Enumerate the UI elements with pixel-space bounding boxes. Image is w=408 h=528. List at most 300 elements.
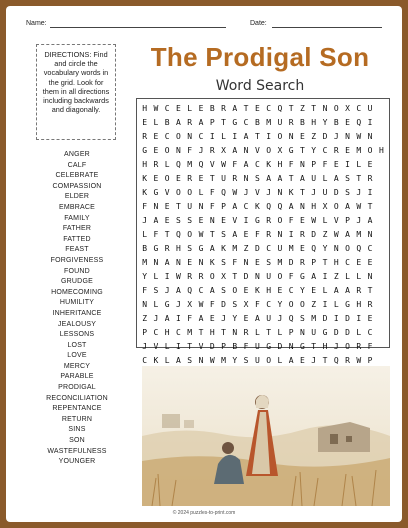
grid-letter: E [142,118,148,127]
grid-letter: T [243,104,249,113]
grid-letter [376,340,387,354]
grid-letter: I [232,132,238,141]
grid-letter: N [243,258,249,267]
grid-letter: T [164,230,170,239]
grid-letter: H [356,300,362,309]
grid-letter: K [254,286,260,295]
word-list-item: REPENTANCE [52,405,102,413]
grid-letter: I [345,160,350,169]
grid-letter: Y [300,286,305,295]
word-list-item: SINS [68,426,86,434]
grid-letter: U [266,314,272,323]
grid-letter: S [232,300,238,309]
grid-letter: E [356,258,362,267]
grid-letter: I [367,188,373,197]
grid-letter: T [311,342,317,351]
grid-letter: R [164,244,170,253]
grid-letter: T [221,328,226,337]
grid-letter: O [277,132,283,141]
grid-letter: S [221,286,226,295]
grid-letter: K [153,356,159,365]
grid-letter: D [322,132,328,141]
grid-letter: U [277,118,283,127]
grid-letter: E [367,258,373,267]
grid-letter: D [277,342,283,351]
word-list-item: GRUDGE [61,278,93,286]
grid-letter: I [322,300,328,309]
grid-letter: T [322,356,328,365]
grid-letter: X [277,146,283,155]
grid-letter: S [243,356,249,365]
word-list-item: SON [69,437,85,445]
grid-letter: M [356,230,362,239]
grid-letter: K [142,174,148,183]
grid-letter: U [311,328,317,337]
word-list-item: ANGER [64,151,90,158]
word-list-item: FOUND [64,267,90,275]
grid-letter: E [300,216,305,225]
grid-letter: Y [277,300,283,309]
grid-letter: O [288,300,294,309]
grid-letter: E [164,202,170,211]
grid-letter: A [164,314,170,323]
grid-letter [376,228,387,242]
grid-letter: M [221,356,226,365]
grid-letter [376,158,387,172]
grid-letter: N [277,230,283,239]
grid-letter: N [367,230,373,239]
grid-letter: D [333,188,339,197]
grid-letter: L [322,286,328,295]
grid-letter: W [232,188,238,197]
grid-letter: A [266,174,272,183]
illustration-image [142,366,390,506]
grid-letter: G [345,300,350,309]
grid-letter: N [153,202,159,211]
grid-letter: X [187,300,193,309]
grid-letter: J [164,286,170,295]
grid-letter: P [221,342,226,351]
grid-letter: M [266,118,272,127]
grid-letter: V [232,216,238,225]
grid-letter: F [322,160,328,169]
grid-letter: E [243,230,249,239]
grid-letter: J [142,216,148,225]
grid-letter: C [164,104,170,113]
grid-letter: I [176,342,181,351]
grid-letter: Y [142,272,148,281]
grid-letter: A [311,272,317,281]
worksheet-page [6,6,402,522]
grid-letter: E [164,216,170,225]
grid-letter: M [356,146,362,155]
grid-letter: G [300,342,305,351]
word-list-item: FAMILY [64,214,90,222]
grid-letter: A [209,244,215,253]
grid-letter: N [198,356,204,365]
grid-letter: S [266,258,272,267]
grid-letter: J [311,356,317,365]
grid-letter: G [266,342,272,351]
grid-letter: T [322,258,328,267]
grid-letter: I [266,132,272,141]
grid-letter: P [345,216,350,225]
grid-letter: N [333,244,339,253]
grid-letter: O [277,272,283,281]
grid-letter: T [232,272,238,281]
grid-letter: T [209,230,215,239]
grid-letter: O [187,188,193,197]
grid-letter: N [300,328,305,337]
grid-letter: W [176,272,181,281]
grid-letter: O [367,146,373,155]
grid-letter: D [322,314,328,323]
grid-letter: C [266,244,272,253]
grid-letter: M [277,258,283,267]
grid-letter: Q [266,202,272,211]
grid-letter: A [232,104,238,113]
grid-letter: T [266,328,272,337]
grid-letter: Y [322,118,328,127]
grid-letter: E [176,174,181,183]
grid-letter: I [322,272,328,281]
grid-letter: Q [277,104,283,113]
grid-letter: E [153,146,159,155]
grid-letter: H [164,328,170,337]
grid-letter: A [198,118,204,127]
grid-letter: I [209,132,215,141]
grid-letter: W [356,202,362,211]
grid-letter: B [209,104,215,113]
grid-letter: D [288,258,294,267]
grid-letter: R [288,118,294,127]
grid-letter: A [176,356,181,365]
grid-letter: L [322,174,328,183]
grid-letter: G [288,146,294,155]
grid-letter: U [311,174,317,183]
grid-letter: P [209,118,215,127]
grid-letter: A [232,202,238,211]
grid-letter: H [311,202,317,211]
grid-letter: A [254,314,260,323]
grid-letter: S [187,216,193,225]
grid-letter: P [288,328,294,337]
grid-letter: Z [311,132,317,141]
grid-letter: J [176,300,181,309]
grid-letter: W [221,160,226,169]
grid-letter: H [277,160,283,169]
grid-letter: E [153,174,159,183]
grid-letter: T [367,202,373,211]
grid-letter: A [198,314,204,323]
grid-letter: E [243,286,249,295]
grid-letter: D [311,230,317,239]
grid-letter: J [153,314,159,323]
grid-letter: U [367,104,373,113]
grid-letter: F [254,230,260,239]
grid-letter: T [300,146,305,155]
grid-letter: H [322,342,328,351]
grid-letter: L [345,272,350,281]
grid-letter: I [356,314,362,323]
word-list-item: RECONCILIATION [46,394,108,402]
grid-letter: F [142,286,148,295]
grid-letter: E [187,258,193,267]
grid-letter: K [254,202,260,211]
grid-letter: E [254,104,260,113]
grid-letter: T [254,132,260,141]
grid-letter: A [176,286,181,295]
grid-letter: W [333,230,339,239]
grid-letter: Q [356,118,362,127]
grid-letter: R [300,230,305,239]
grid-letter: A [243,132,249,141]
grid-letter: C [243,202,249,211]
grid-letter: V [198,342,204,351]
grid-letter: U [254,342,260,351]
grid-letter: N [243,174,249,183]
grid-letter: N [243,146,249,155]
grid-letter: P [311,160,317,169]
grid-letter: D [345,314,350,323]
grid-letter: M [288,244,294,253]
grid-letter: Y [322,244,328,253]
copyright-credit: © 2024 puzzles-to-print.com [172,510,236,516]
grid-letter: R [187,174,193,183]
grid-letter: N [209,216,215,225]
grid-letter: S [300,314,305,323]
grid-letter: V [164,188,170,197]
grid-letter [376,172,387,186]
grid-letter: L [153,300,159,309]
grid-letter: C [176,328,181,337]
grid-letter: N [288,342,294,351]
grid-letter: O [176,132,181,141]
grid-letter: F [209,188,215,197]
grid-letter: B [300,118,305,127]
grid-letter: S [345,188,350,197]
grid-letter: L [333,300,339,309]
grid-letter: F [243,342,249,351]
grid-letter: X [345,104,350,113]
grid-letter: R [356,342,362,351]
grid-letter: L [221,132,226,141]
grid-letter: G [300,272,305,281]
word-list-item: COMPASSION [52,182,102,190]
grid-letter: H [378,146,384,155]
grid-letter: H [142,104,148,113]
grid-letter: W [198,230,204,239]
grid-letter: C [164,132,170,141]
grid-letter: Y [232,314,238,323]
grid-letter: L [164,356,170,365]
grid-letter: E [243,314,249,323]
grid-letter: Y [232,356,238,365]
grid-letter: R [187,118,193,127]
grid-letter: F [187,314,193,323]
grid-letter: M [187,160,193,169]
grid-letter: N [232,328,238,337]
grid-letter: A [243,160,249,169]
grid-letter: N [176,146,181,155]
word-list-item: HUMILITY [59,299,95,307]
grid-letter: L [254,328,260,337]
word-list-item: YOUNGER [58,458,96,466]
word-list-item: PARABLE [60,373,94,381]
grid-letter: V [333,216,339,225]
word-list-item: WASTEFULNESS [47,447,107,455]
grid-letter: O [345,244,350,253]
grid-letter: F [209,300,215,309]
grid-letter: A [209,286,215,295]
word-list-item: INHERITANCE [52,309,102,317]
grid-letter: Q [176,160,181,169]
grid-letter: U [187,202,193,211]
grid-letter: E [153,132,159,141]
grid-letter: O [277,216,283,225]
grid-letter: R [243,328,249,337]
grid-letter: H [333,258,339,267]
grid-letter: R [367,300,373,309]
grid-letter: F [232,160,238,169]
grid-letter: F [232,258,238,267]
grid-letter: W [153,104,159,113]
grid-letter: N [300,160,305,169]
grid-letter: V [254,146,260,155]
grid-letter: Q [288,314,294,323]
grid-letter: R [367,174,373,183]
grid-letter: P [142,328,148,337]
word-list-item: CALF [67,161,87,169]
grid-letter: E [345,146,350,155]
grid-letter: B [142,244,148,253]
grid-letter: L [322,216,328,225]
grid-letter [376,186,387,200]
grid-letter [376,270,387,284]
grid-letter: A [288,202,294,211]
grid-letter: W [356,356,362,365]
grid-letter: J [266,188,272,197]
grid-letter: S [153,286,159,295]
grid-letter: O [345,342,350,351]
grid-letter: F [254,300,260,309]
grid-letter: N [300,202,305,211]
grid-letter: C [356,104,362,113]
grid-letter: Z [322,230,328,239]
grid-letter: H [311,118,317,127]
grid-letter: D [221,300,226,309]
grid-letter: E [333,160,339,169]
grid-letter: T [198,328,204,337]
grid-letter: O [232,286,238,295]
grid-letter: P [311,258,317,267]
grid-letter: D [345,328,350,337]
grid-letter: K [221,244,226,253]
grid-letter: P [367,356,373,365]
grid-letter: A [277,174,283,183]
grid-letter: F [288,216,294,225]
grid-letter: E [277,286,283,295]
grid-letter: A [164,258,170,267]
grid-letter: S [221,230,226,239]
grid-letter: I [164,272,170,281]
grid-letter: C [266,104,272,113]
grid-letter: Q [198,160,204,169]
grid-letter: X [221,146,226,155]
grid-letter: T [187,342,193,351]
grid-letter: C [198,286,204,295]
grid-letter: O [164,146,170,155]
grid-letter: D [254,244,260,253]
grid-letter: E [209,314,215,323]
grid-letter [376,214,387,228]
grid-letter: U [221,174,226,183]
grid-letter: X [243,300,249,309]
grid-letter: L [153,272,159,281]
grid-letter: F [153,230,159,239]
grid-letter: A [176,118,181,127]
grid-letter: N [367,272,373,281]
grid-letter: F [209,202,215,211]
grid-letter: R [300,258,305,267]
grid-letter: V [254,188,260,197]
grid-letter: I [243,216,249,225]
grid-letter: K [266,160,272,169]
grid-letter: L [277,328,283,337]
grid-letter: M [142,258,148,267]
grid-letter: J [243,188,249,197]
grid-letter: R [198,272,204,281]
grid-letter: E [300,132,305,141]
date-line [272,27,382,28]
grid-letter: C [367,244,373,253]
grid-letter: T [221,118,226,127]
word-list-item: FATTED [63,235,91,243]
page-subtitle: Word Search [215,78,305,94]
grid-letter: A [288,356,294,365]
grid-letter: R [221,104,226,113]
grid-letter: J [333,132,339,141]
grid-letter: N [322,104,328,113]
grid-letter: I [367,118,373,127]
grid-letter [376,256,387,270]
grid-letter: E [221,216,226,225]
grid-letter: F [288,272,294,281]
grid-letter: F [288,160,294,169]
grid-letter: N [288,132,294,141]
grid-letter: C [243,118,249,127]
grid-letter: L [153,118,159,127]
grid-letter: C [153,328,159,337]
grid-letter: K [142,188,148,197]
grid-letter: K [288,188,294,197]
grid-letter: E [198,104,204,113]
word-list-item: MERCY [63,362,91,370]
grid-letter: L [198,188,204,197]
grid-letter: E [176,104,181,113]
grid-letter [376,242,387,256]
name-label: Name: [26,20,47,27]
grid-letter: J [311,188,317,197]
grid-letter: Z [142,314,148,323]
grid-letter: S [187,356,193,365]
grid-letter: C [254,160,260,169]
grid-letter: T [311,104,317,113]
grid-letter: N [254,272,260,281]
grid-letter: N [277,188,283,197]
grid-letter: U [266,272,272,281]
grid-letter: K [209,258,215,267]
